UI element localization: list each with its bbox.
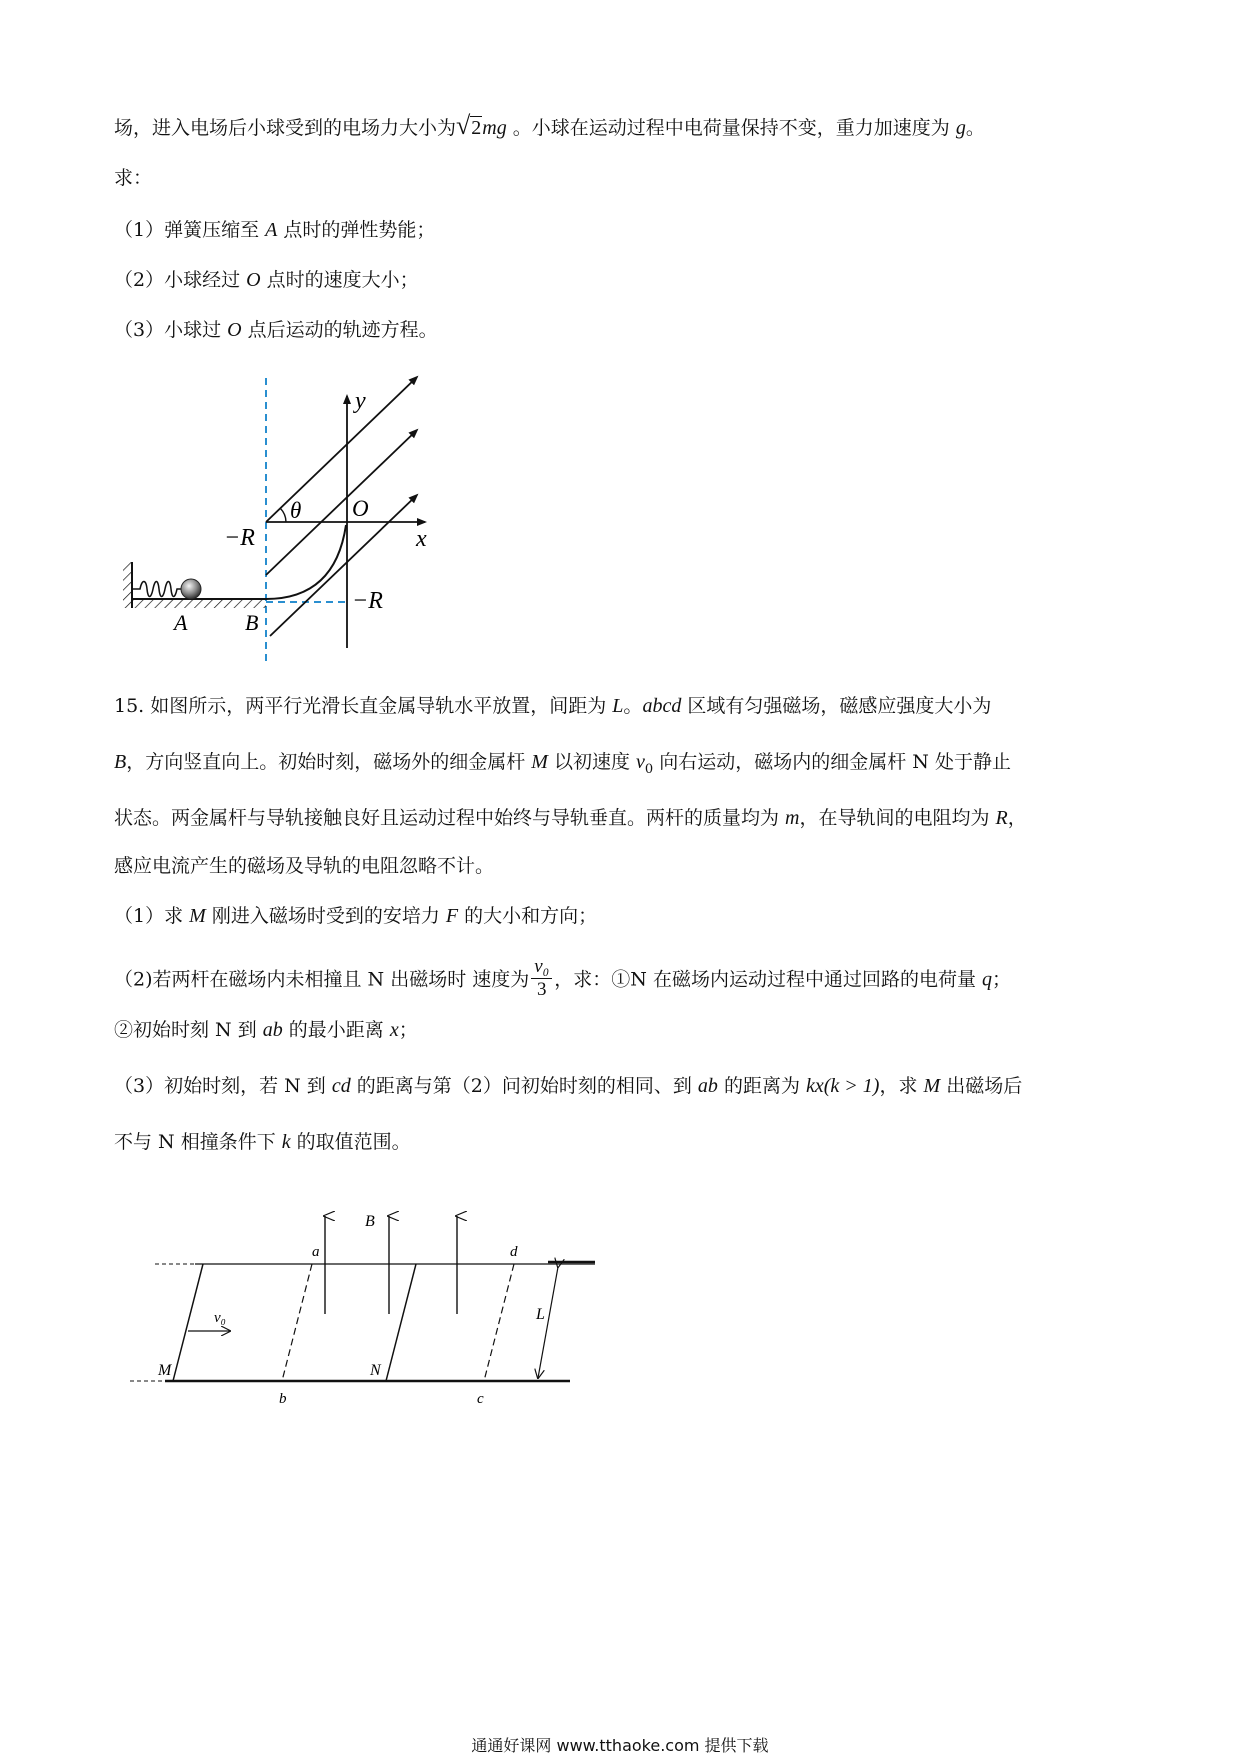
spring [132, 582, 184, 597]
boundary-dc [484, 1264, 514, 1381]
label-y: y [355, 388, 366, 414]
label-origin: O [352, 496, 369, 521]
field-line [266, 430, 417, 575]
q15-line4: 感应电流产生的磁场及导轨的电阻忽略不计。 [114, 855, 495, 877]
q15-part1: （1）求 M 刚进入磁场时受到的安培力 F 的大小和方向； [114, 905, 598, 927]
label-v0: v₀ [214, 1310, 226, 1326]
q15-line3: 状态。两金属杆与导轨接触良好且运动过程中始终与导轨垂直。两杆的质量均为 m，在导轨间的电阻均为 R， [114, 807, 1027, 829]
q15-figure [0, 1180, 640, 1420]
theta-arc [280, 508, 286, 522]
wall-hatch [123, 562, 132, 608]
label-b: b [279, 1391, 287, 1407]
q14-part1: （1）弹簧压缩至 A 点时的弹性势能； [114, 219, 436, 241]
label-c: c [477, 1391, 484, 1407]
page-footer: 通通好课网 www.tthaoke.com 提供下载 [471, 1736, 769, 1755]
boundary-ab [282, 1264, 312, 1381]
label-d: d [510, 1244, 518, 1260]
q15-part3: （3）初始时刻，若 N 到 cd 的距离与第（2）问初始时刻的相同、到 ab 的距离为 kx(k > 1)，求 M 出磁场后 [114, 1075, 1023, 1097]
q14-part2: （2）小球经过 O 点时的速度大小； [114, 269, 419, 291]
sqrt2-mg: √2mg [456, 111, 507, 140]
label-n: N [370, 1362, 381, 1379]
q14-ask: 求： [114, 167, 153, 189]
q15-part2: （2)若两杆在磁场内未相撞且 N 出磁场时 速度为 $\frac{\text{v₀}}{3}$ ，求：①N 在磁场内运动过程中通过回路的电荷量 q； [114, 956, 1012, 1000]
ball [181, 579, 201, 599]
label-a: A [174, 610, 188, 635]
ground-hatch [132, 599, 266, 608]
q15-line2: B，方向竖直向上。初始时刻，磁场外的细金属杆 M 以初速度 $v_0$ 向右运动，磁场内的细金属杆 N 处于静止 [114, 751, 1011, 777]
q15-part3b: 不与 N 相撞条件下 k 的取值范围。 [114, 1131, 411, 1153]
rod-n [386, 1264, 416, 1381]
q14-figure [0, 0, 1240, 700]
q15-line1: 15. 如图所示，两平行光滑长直金属导轨水平放置，间距为 L。abcd 区域有匀强磁场，磁感应强度大小为 [114, 695, 992, 717]
q14-part3: （3）小球过 O 点后运动的轨迹方程。 [114, 319, 438, 341]
label-a: a [312, 1244, 320, 1260]
label-l: L [536, 1306, 545, 1323]
label-neg-r-left: −R [224, 525, 255, 551]
rod-m [173, 1264, 203, 1381]
label-b: B [245, 610, 259, 635]
label-b-field: B [365, 1213, 375, 1230]
fraction-v0-over-3: $\frac{\text{v₀}}{3}$ [531, 956, 552, 1001]
label-theta: θ [290, 498, 302, 523]
label-neg-r-bottom: −R [352, 588, 383, 614]
label-x: x [416, 526, 427, 552]
label-m: M [158, 1362, 172, 1379]
q14-line1: 场，进入电场后小球受到的电场力大小为√2mg 。小球在运动过程中电荷量保持不变，重力加速度为 g。 [114, 111, 985, 140]
field-line [266, 377, 417, 522]
q15-part2b: ②初始时刻 N 到 ab 的最小距离 x； [114, 1019, 418, 1041]
